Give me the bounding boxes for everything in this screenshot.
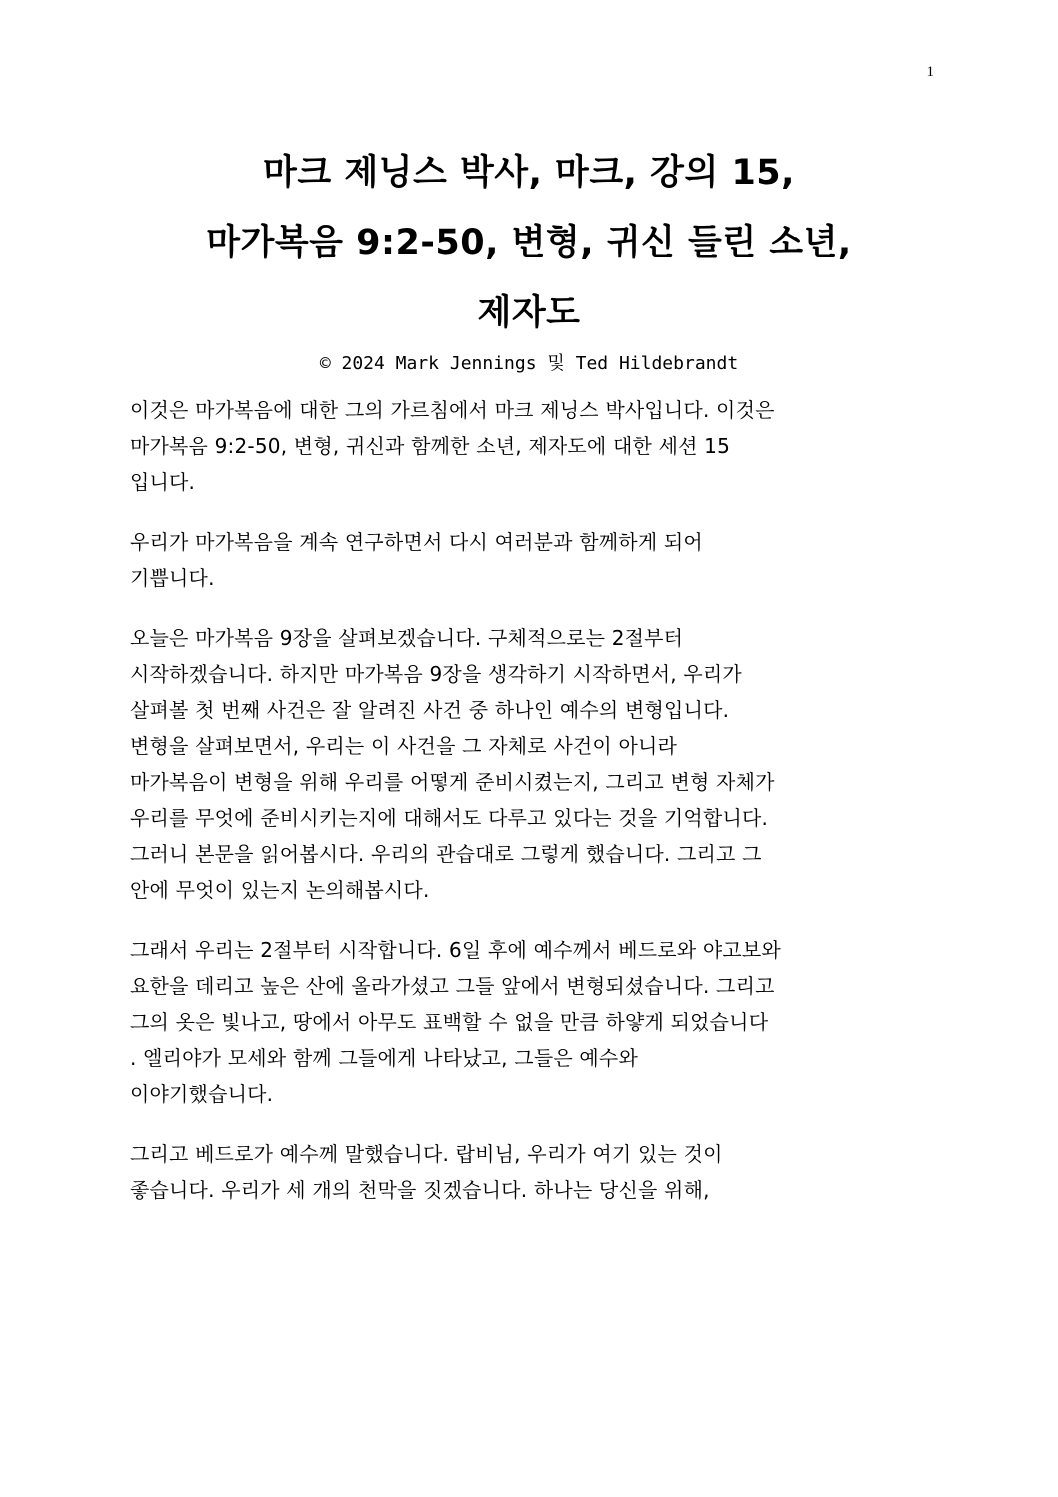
text-line: 마가복음 9:2-50, 변형, 귀신과 함께한 소년, 제자도에 대한 세션 15 <box>130 434 731 458</box>
text-line: 시작하겠습니다. 하지만 마가복음 9장을 생각하기 시작하면서, 우리가 <box>130 662 742 686</box>
paragraph <box>130 620 930 908</box>
paragraph <box>130 932 930 1112</box>
text-line: 그러니 본문을 읽어봅시다. 우리의 관습대로 그렇게 했습니다. 그리고 그 <box>130 842 762 866</box>
text-line: 좋습니다. 우리가 세 개의 천막을 짓겠습니다. 하나는 당신을 위해, <box>130 1178 710 1202</box>
text-line: 살펴볼 첫 번째 사건은 잘 알려진 사건 중 하나인 예수의 변형입니다. <box>130 698 730 722</box>
paragraph <box>130 392 930 500</box>
text-line: 입니다. <box>130 470 196 494</box>
text-line: 그래서 우리는 2절부터 시작합니다. 6일 후에 예수께서 베드로와 야고보와 <box>130 938 781 962</box>
title-line: 마가복음 9:2-50, 변형, 귀신 들린 소년, <box>206 223 852 263</box>
text-line: 기쁩니다. <box>130 566 215 590</box>
text-line: 변형을 살펴보면서, 우리는 이 사건을 그 자체로 사건이 아니라 <box>130 734 678 758</box>
text-line: 마가복음이 변형을 위해 우리를 어떻게 준비시켰는지, 그리고 변형 자체가 <box>130 770 775 794</box>
text-line: 오늘은 마가복음 9장을 살펴보겠습니다. 구체적으로는 2절부터 <box>130 626 684 650</box>
paragraph <box>130 524 930 596</box>
text-line: 이야기했습니다. <box>130 1082 274 1106</box>
document-body <box>130 392 930 1232</box>
text-line: 우리가 마가복음을 계속 연구하면서 다시 여러분과 함께하게 되어 <box>130 530 703 554</box>
page-number: 1 <box>926 64 934 80</box>
text-line: 요한을 데리고 높은 산에 올라가셨고 그들 앞에서 변형되셨습니다. 그리고 <box>130 974 775 998</box>
text-line: . 엘리야가 모세와 함께 그들에게 나타났고, 그들은 예수와 <box>130 1046 638 1070</box>
text-line: 그의 옷은 빛나고, 땅에서 아무도 표백할 수 없을 만큼 하얗게 되었습니다 <box>130 1010 769 1034</box>
title-line: 마크 제닝스 박사, 마크, 강의 15, <box>263 153 795 193</box>
text-line: 그리고 베드로가 예수께 말했습니다. 랍비님, 우리가 여기 있는 것이 <box>130 1142 723 1166</box>
text-line: 이것은 마가복음에 대한 그의 가르침에서 마크 제닝스 박사입니다. 이것은 <box>130 398 775 422</box>
document-title <box>100 138 958 378</box>
paragraph <box>130 1136 930 1208</box>
title-line: 제자도 <box>477 293 581 333</box>
text-line: 안에 무엇이 있는지 논의해봅시다. <box>130 878 430 902</box>
copyright-line: © 2024 Mark Jennings 및 Ted Hildebrandt <box>319 353 739 374</box>
text-line: 우리를 무엇에 준비시키는지에 대해서도 다루고 있다는 것을 기억합니다. <box>130 806 769 830</box>
